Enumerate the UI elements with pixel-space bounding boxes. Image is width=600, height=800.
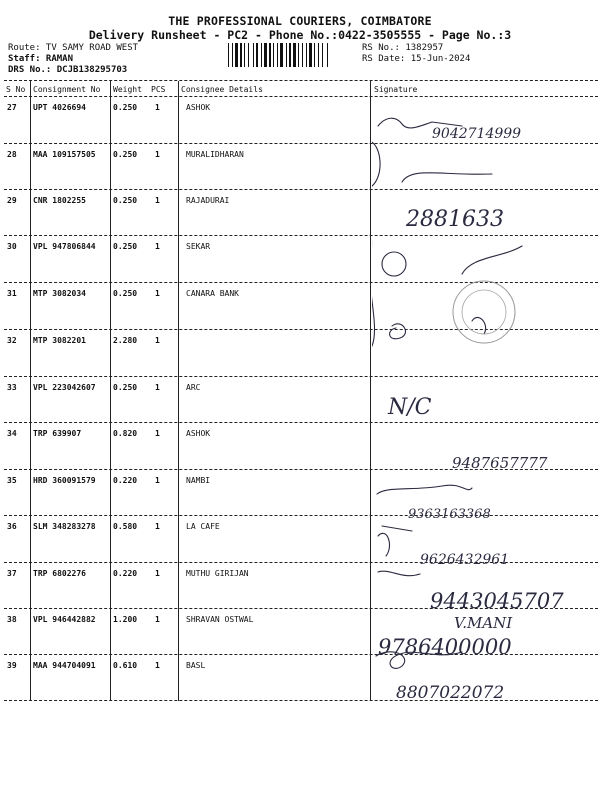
- signature-phone: 9786400000: [378, 635, 512, 659]
- pcs-cell: 1: [155, 383, 160, 392]
- signature-nc: N/C: [388, 395, 432, 420]
- pcs-cell: 1: [155, 476, 160, 485]
- barcode: [228, 43, 352, 67]
- sno-cell: 30: [7, 242, 17, 251]
- consignee-cell: MURALIDHARAN: [186, 150, 244, 159]
- weight-cell: 2.280: [113, 336, 138, 345]
- pcs-cell: 1: [155, 661, 160, 670]
- consignee-cell: BASL: [186, 661, 206, 670]
- weight-cell: 0.250: [113, 383, 138, 392]
- sno-cell: 34: [7, 429, 17, 438]
- weight-cell: 0.220: [113, 569, 138, 578]
- pcs-cell: 1: [155, 615, 160, 624]
- consignment-cell: CNR 1802255: [33, 196, 86, 205]
- consignee-cell: LA CAFE: [186, 522, 220, 531]
- staff-text: Staff: RAMAN: [8, 54, 74, 64]
- weight-cell: 1.200: [113, 615, 138, 624]
- consignment-cell: VPL 946442882: [33, 615, 96, 624]
- weight-cell: 0.220: [113, 476, 138, 485]
- route-text: Route: TV SAMY ROAD WEST: [8, 43, 139, 53]
- weight-cell: 0.820: [113, 429, 138, 438]
- rs-no-text: RS No.: 1382957: [362, 43, 444, 53]
- consignee-cell: ARC: [186, 383, 201, 392]
- weight-cell: 0.610: [113, 661, 138, 670]
- consignee-cell: NAMBI: [186, 476, 211, 485]
- pcs-cell: 1: [155, 569, 160, 578]
- signature-phone: 9443045707: [430, 589, 564, 613]
- drs-text: DRS No.: DCJB138295703: [8, 65, 128, 75]
- sno-cell: 33: [7, 383, 17, 392]
- signature-circle: [382, 252, 406, 276]
- pcs-cell: 1: [155, 150, 160, 159]
- signature-stroke: [378, 526, 412, 556]
- delivery-squiggle: [372, 141, 380, 346]
- signature-stroke: [390, 324, 406, 339]
- signature-phone: 9487657777: [452, 454, 548, 472]
- sno-cell: 28: [7, 150, 17, 159]
- pcs-cell: 1: [155, 289, 160, 298]
- consignment-cell: UPT 4026694: [33, 103, 86, 112]
- signature-stroke: [402, 173, 492, 182]
- col-header-sno: S No: [6, 85, 26, 94]
- consignee-cell: ASHOK: [186, 429, 211, 438]
- col-header-consignee: Consignee Details: [181, 85, 263, 94]
- signature-stroke: [378, 571, 420, 576]
- meta-right: [362, 43, 470, 65]
- pcs-cell: 1: [155, 103, 160, 112]
- signature-stroke: [377, 485, 472, 494]
- consignment-cell: MAA 109157505: [33, 150, 96, 159]
- rs-date-text: RS Date: 15-Jun-2024: [362, 54, 471, 64]
- sno-cell: 38: [7, 615, 17, 624]
- weight-cell: 0.580: [113, 522, 138, 531]
- consignment-cell: MAA 944704091: [33, 661, 96, 670]
- consignee-cell: SEKAR: [186, 242, 211, 251]
- col-header-signature: Signature: [374, 85, 418, 94]
- header-top-rule: [4, 80, 598, 81]
- stamp: [453, 281, 515, 343]
- sno-cell: 27: [7, 103, 17, 112]
- weight-cell: 0.250: [113, 150, 138, 159]
- company-title: THE PROFESSIONAL COURIERS, COIMBATORE: [168, 14, 432, 28]
- consignee-cell: CANARA BANK: [186, 289, 239, 298]
- weight-cell: 0.250: [113, 242, 138, 251]
- consignment-cell: TRP 639907: [33, 429, 82, 438]
- consignment-cell: MTP 3082034: [33, 289, 86, 298]
- consignment-cell: TRP 6802276: [33, 569, 86, 578]
- meta-left: [8, 43, 138, 76]
- sno-cell: 36: [7, 522, 17, 531]
- col-header-weight: Weight: [113, 85, 142, 94]
- sno-cell: 32: [7, 336, 17, 345]
- consignee-cell: ASHOK: [186, 103, 211, 112]
- signature-area: [372, 86, 598, 706]
- runsheet-title: Delivery Runsheet - PC2 - Phone No.:0422-3505555 - Page No.:3: [88, 28, 512, 42]
- signature-name: V.MANI: [454, 614, 513, 632]
- signature-phone: 2881633: [406, 207, 504, 232]
- pcs-cell: 1: [155, 429, 160, 438]
- pcs-cell: 1: [155, 196, 160, 205]
- sno-cell: 31: [7, 289, 17, 298]
- signature-phone: 9042714999: [432, 126, 522, 142]
- sno-cell: 29: [7, 196, 17, 205]
- pcs-cell: 1: [155, 242, 160, 251]
- consignment-cell: HRD 360091579: [33, 476, 96, 485]
- col-header-consignment: Consignment No: [33, 85, 101, 94]
- weight-cell: 0.250: [113, 196, 138, 205]
- weight-cell: 0.250: [113, 103, 138, 112]
- signature-phone: 8807022072: [396, 683, 505, 703]
- sno-cell: 39: [7, 661, 17, 670]
- signature-phone: 9626432961: [420, 552, 510, 568]
- consignee-cell: SHRAVAN OSTWAL: [186, 615, 254, 624]
- consignment-cell: VPL 223042607: [33, 383, 96, 392]
- consignee-cell: RAJADURAI: [186, 196, 230, 205]
- sno-cell: 37: [7, 569, 17, 578]
- consignee-cell: MUTHU GIRIJAN: [186, 569, 249, 578]
- signature-stroke: [462, 246, 522, 274]
- signature-phone: 9363163368: [408, 507, 491, 522]
- weight-cell: 0.250: [113, 289, 138, 298]
- consignment-cell: SLM 348283278: [33, 522, 96, 531]
- consignment-cell: VPL 947806844: [33, 242, 96, 251]
- pcs-cell: 1: [155, 336, 160, 345]
- sno-cell: 35: [7, 476, 17, 485]
- consignment-cell: MTP 3082201: [33, 336, 86, 345]
- col-header-pcs: PCS: [151, 85, 166, 94]
- pcs-cell: 1: [155, 522, 160, 531]
